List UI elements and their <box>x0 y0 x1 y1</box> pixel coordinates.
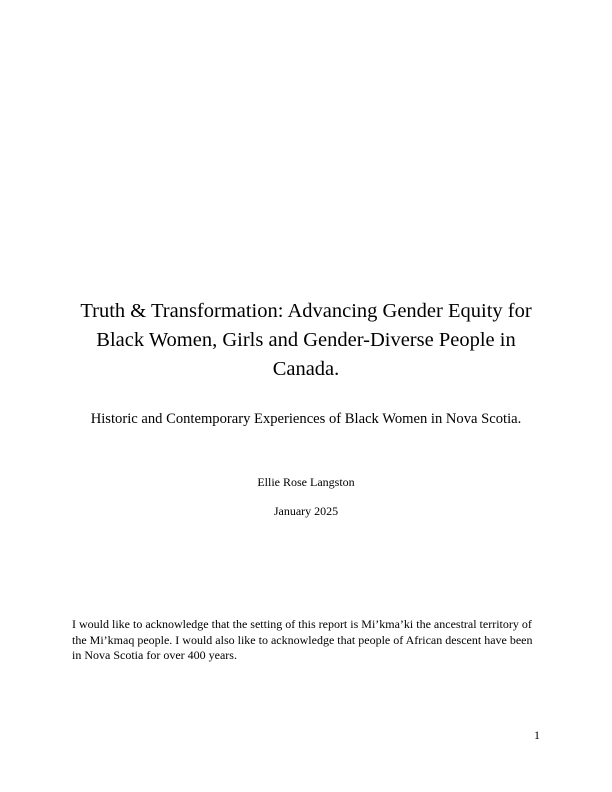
document-title: Truth & Transformation: Advancing Gender Equity for Black Women, Girls and Gender-Diverse People in Canada. <box>80 300 532 380</box>
publication-date: January 2025 <box>273 504 339 518</box>
page-number: 1 <box>534 728 540 742</box>
document-subtitle: Historic and Contemporary Experiences of Black Women in Nova Scotia. <box>90 411 522 427</box>
land-acknowledgement: I would like to acknowledge that the setting of this report is Mi’kma’ki the ancestral territory of the Mi’kmaq people. I would also like to acknowledge that people of African descent have been in Nova Scotia for over 400 years. <box>72 617 533 662</box>
author-name: Ellie Rose Langston <box>257 475 355 489</box>
